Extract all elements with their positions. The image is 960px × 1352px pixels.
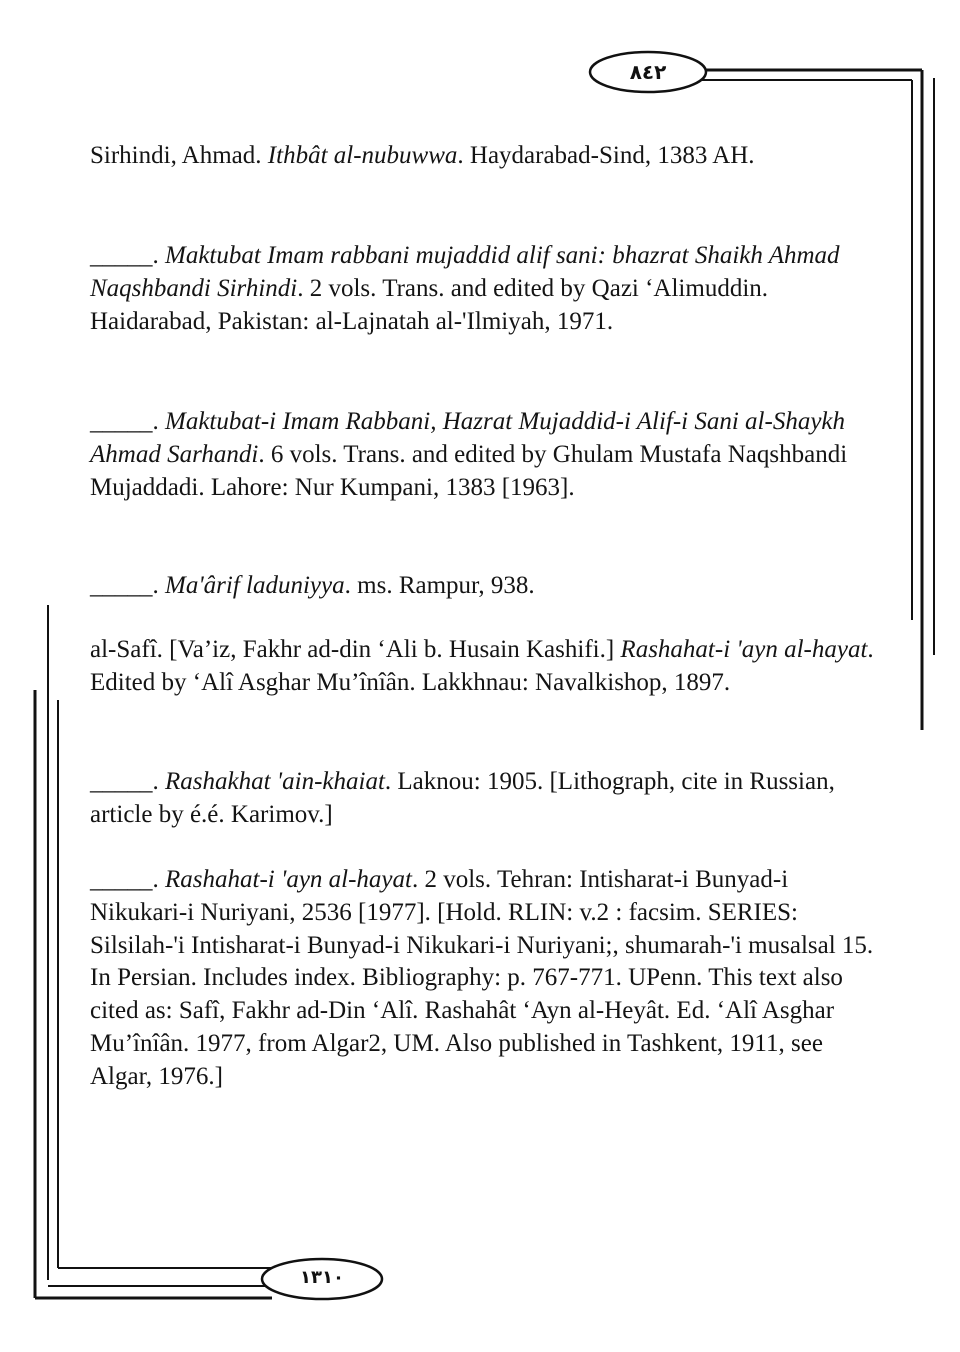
entry-repeat-blank: _____.: [90, 768, 165, 795]
entry-details: . ms. Rampur, 938.: [344, 572, 535, 599]
bibliography-entry: [90, 240, 880, 338]
entry-details: . 2 vols. Trans. and edited by Qazi ‘Alimuddin. Haidarabad, Pakistan: al-Lajnatah al-'Ilmiyah, 1971.: [90, 274, 769, 335]
entry-title: Maktubat-i Imam Rabbani, Hazrat Mujaddid-i Alif-i Sani al-Shaykh Ahmad Sarhandi: [90, 408, 846, 468]
entry-details: . Laknou: 1905. [Lithograph, cite in Russian, article by é.é. Karimov.]: [90, 768, 835, 828]
entry-author: al-Safî. [Va’iz, Fakhr ad-din ‘Ali b. Husain Kashifi.]: [90, 636, 621, 663]
header-page-number: ٨٤٢: [629, 60, 667, 84]
bibliography-entry: [90, 634, 880, 700]
entry-details: . Haydarabad-Sind, 1383 AH.: [457, 142, 755, 169]
bibliography-entry: [90, 406, 880, 504]
entry-title: Ma'ârif laduniyya: [165, 572, 345, 599]
entry-repeat-blank: _____.: [90, 572, 165, 599]
entry-title: Rashahat-i 'ayn al-hayat: [620, 636, 868, 663]
bibliography-entry: [90, 766, 880, 832]
bibliography-entry: [90, 570, 535, 603]
entry-repeat-blank: _____.: [90, 408, 165, 435]
entry-title: Rashahat-i 'ayn al-hayat: [165, 866, 412, 893]
entry-title: Rashakhat 'ain-khaiat: [165, 768, 385, 795]
footer-page-number: ١٣١٠: [300, 1267, 344, 1288]
entry-title: Maktubat Imam rabbani mujaddid alif sani: bhazrat Shaikh Ahmad Naqshbandi Sirhindi: [90, 242, 840, 302]
entry-details: . 6 vols. Trans. and edited by Ghulam Mustafa Naqshbandi Mujaddadi. Lahore: Nur Kumpani, 1383 [1963].: [90, 440, 848, 501]
entry-repeat-blank: _____.: [90, 242, 165, 269]
entry-details: . Edited by ‘Alî Asghar Mu’înîân. Lakkhnau: Navalkishop, 1897.: [90, 636, 874, 696]
entry-details: . 2 vols. Tehran: Intisharat-i Bunyad-i Nikukari-i Nuriyani, 2536 [1977]. [Hold. RLIN: v.2 : facsim. SERIES: Silsilah-'i Intisharat-i Bunyad-i Nikukari-i Nuriyani;, shumarah-'i musalsal 15. In Persian. Includes index. Bibliography: p. 767-771. UPenn. This text also cited as: Safî, Fakhr ad-Din ‘Alî. Rashahât ‘Ayn al-Heyât. Ed. ‘Alî Asghar Mu’înîân. 1977, from Algar2, UM. Also published in Tashkent, 1911, see Algar, 1976.]: [90, 866, 874, 1090]
bibliography-entry: [90, 864, 880, 1094]
entry-title: Ithbât al-nubuwwa: [267, 142, 458, 169]
bibliography-entry: [90, 140, 755, 173]
entry-repeat-blank: _____.: [90, 866, 165, 893]
entry-author: Sirhindi, Ahmad.: [90, 142, 268, 169]
